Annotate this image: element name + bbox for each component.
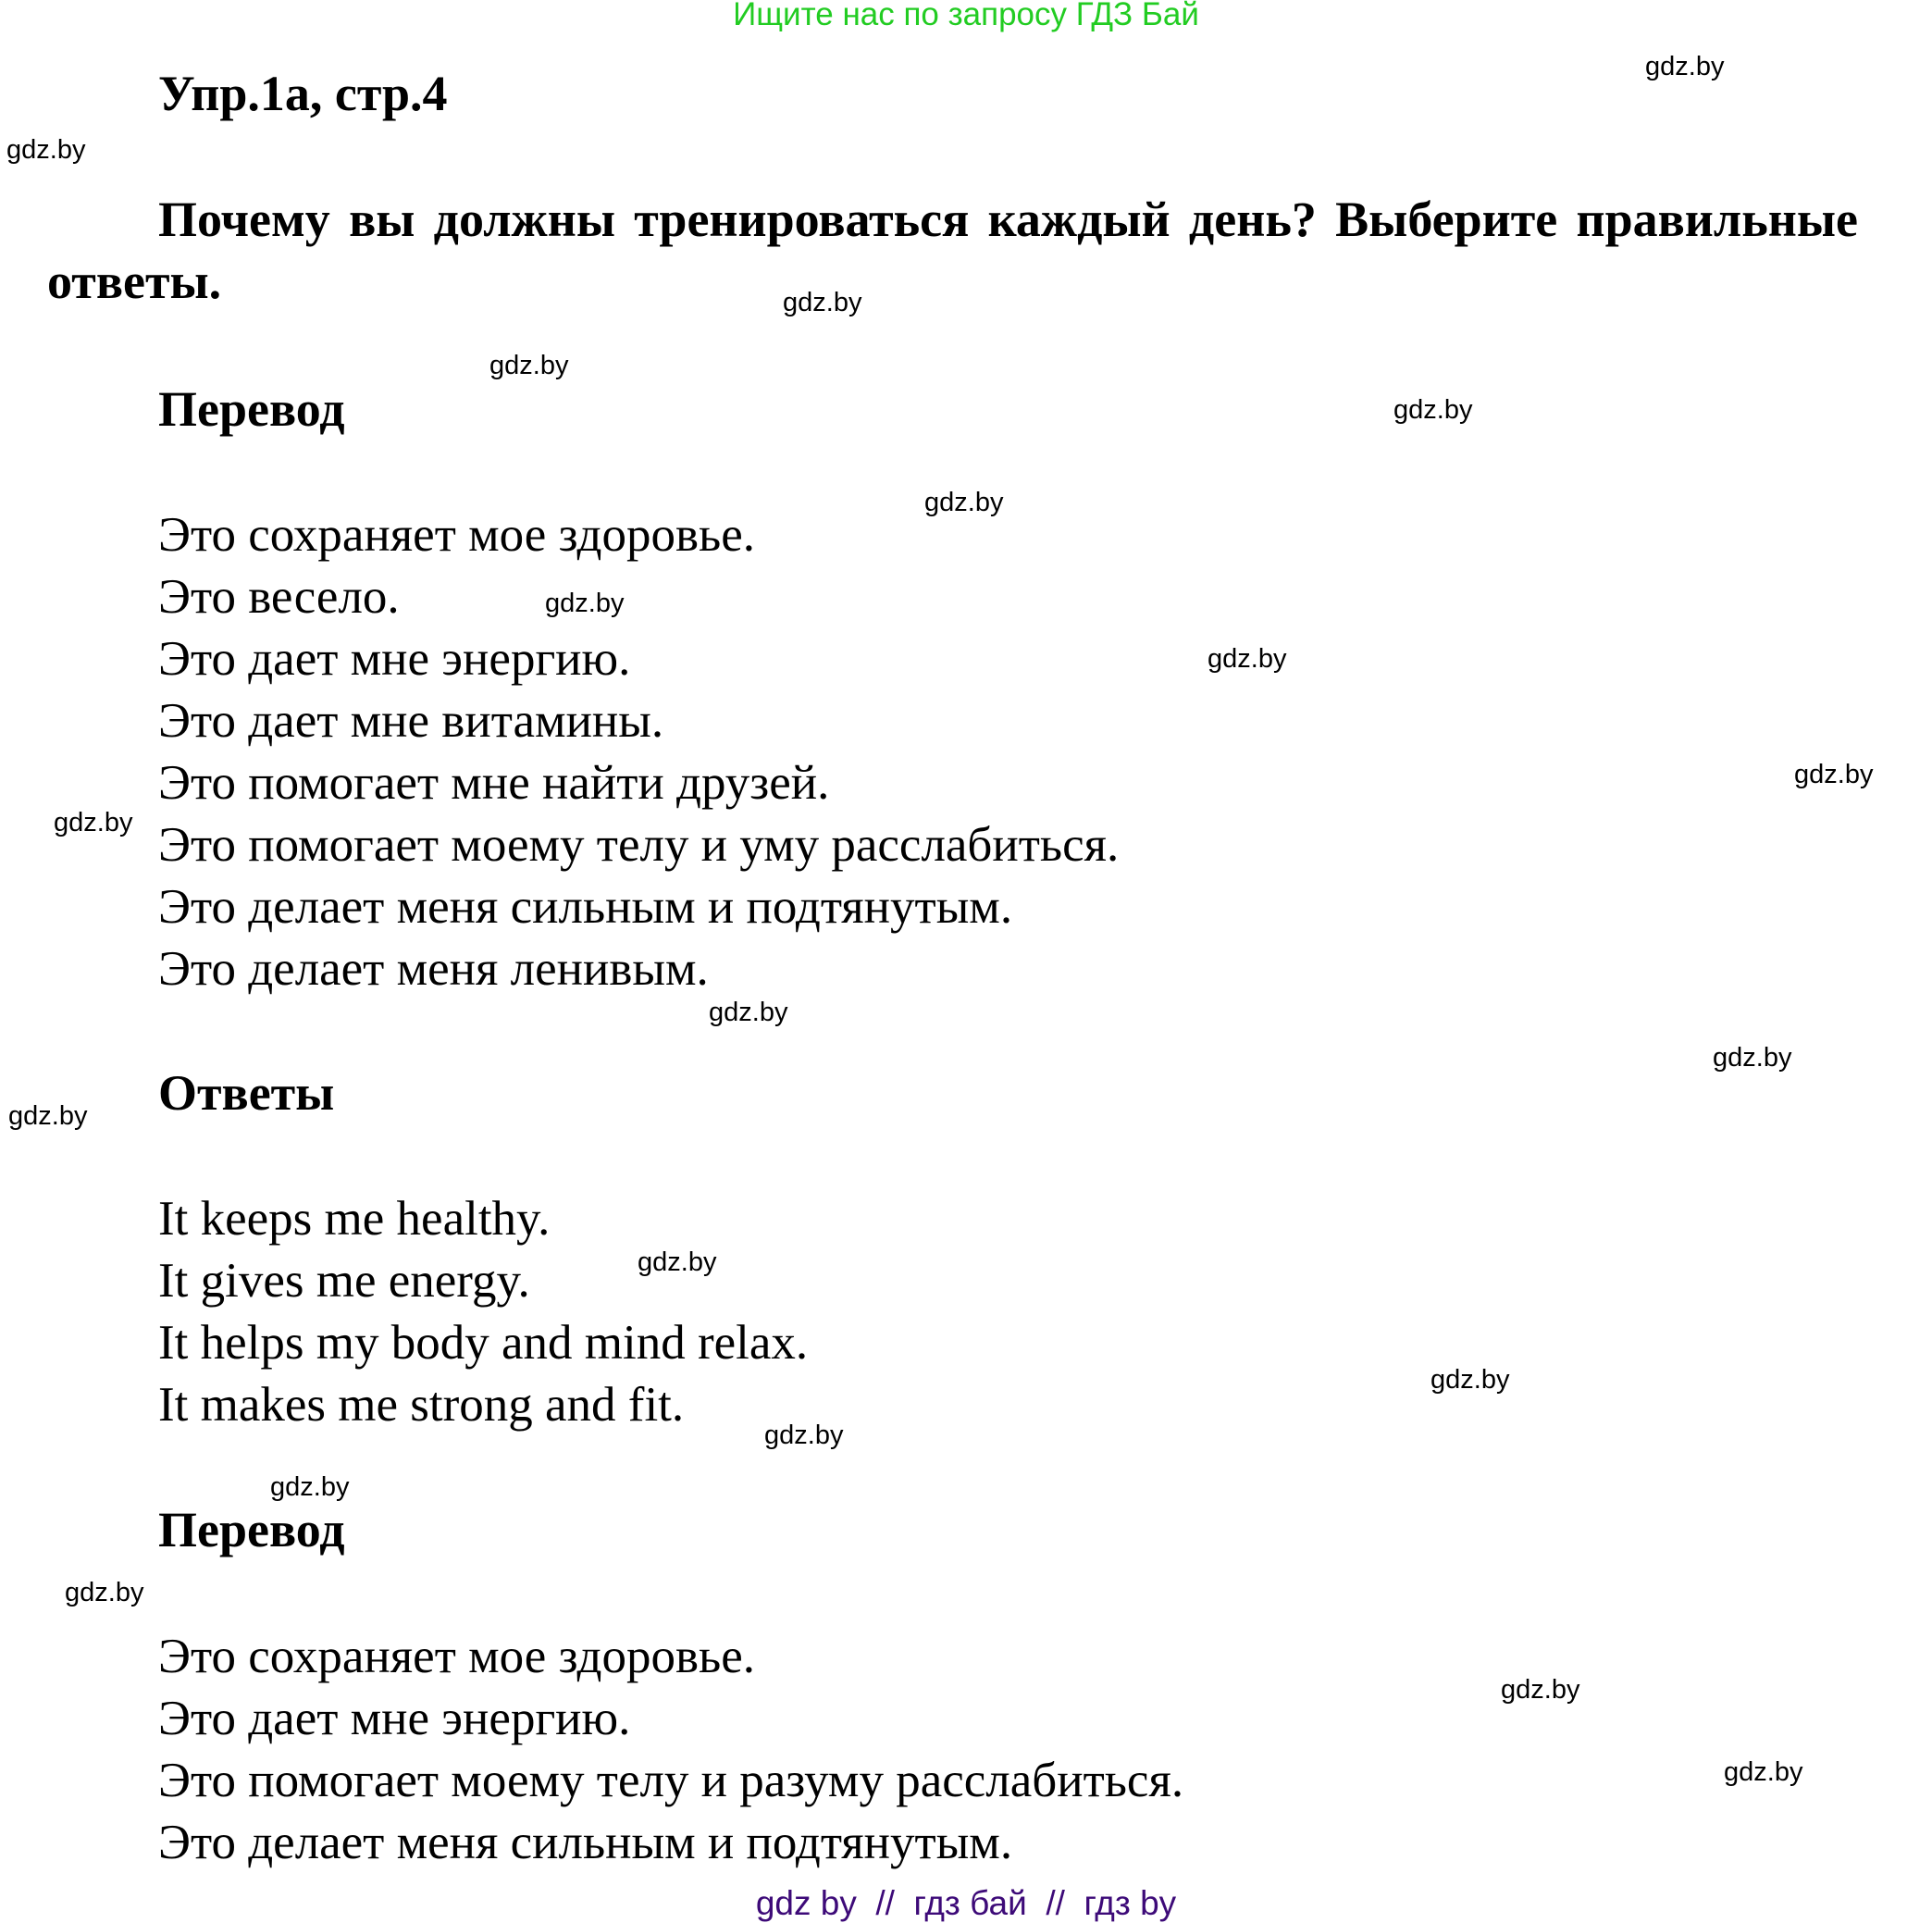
search-banner[interactable]: Ищите нас по запросу ГДЗ Бай bbox=[733, 0, 1199, 32]
list-item: Это дает мне витамины. bbox=[158, 694, 664, 748]
list-item: Это весело. bbox=[158, 570, 400, 624]
answers-list bbox=[158, 1188, 808, 1436]
list-item: Это дает мне энергию. bbox=[158, 1692, 631, 1745]
watermark: gdz.by bbox=[1724, 1757, 1803, 1787]
list-item: It keeps me healthy. bbox=[158, 1192, 551, 1246]
watermark: gdz.by bbox=[638, 1247, 717, 1277]
translation-list bbox=[158, 504, 1119, 1000]
list-item: Это сохраняет мое здоровье. bbox=[158, 508, 755, 562]
list-item: Это делает меня сильным и подтянутым. bbox=[158, 1816, 1013, 1869]
watermark: gdz.by bbox=[1393, 395, 1473, 425]
watermark: gdz.by bbox=[489, 351, 569, 380]
watermark: gdz.by bbox=[545, 589, 625, 618]
list-item: Это дает мне энергию. bbox=[158, 632, 631, 686]
list-item: Это делает меня сильным и подтянутым. bbox=[158, 880, 1013, 934]
watermark: gdz.by bbox=[1794, 760, 1874, 789]
footer-links[interactable]: gdz by // гдз бай // гдз by bbox=[755, 1884, 1177, 1922]
exercise-question: Почему вы должны тренироваться каждый день? Выберите правильные ответы. bbox=[47, 192, 1858, 309]
watermark: gdz.by bbox=[65, 1578, 144, 1607]
watermark: gdz.by bbox=[764, 1421, 844, 1450]
list-item: Это помогает моему телу и уму расслабиться. bbox=[158, 818, 1120, 872]
watermark: gdz.by bbox=[6, 135, 86, 165]
watermark: gdz.by bbox=[709, 998, 788, 1027]
answers-heading: Ответы bbox=[158, 1065, 335, 1121]
watermark: gdz.by bbox=[1713, 1043, 1792, 1073]
list-item: Это сохраняет мое здоровье. bbox=[158, 1630, 755, 1683]
watermark: gdz.by bbox=[54, 808, 133, 837]
watermark: gdz.by bbox=[1208, 644, 1287, 674]
answers-translation-heading: Перевод bbox=[158, 1502, 345, 1557]
list-item: Это делает меня ленивым. bbox=[158, 942, 709, 996]
watermark: gdz.by bbox=[1645, 52, 1725, 81]
watermark: gdz.by bbox=[783, 288, 862, 317]
translation-heading: Перевод bbox=[158, 381, 345, 437]
list-item: Это помогает моему телу и разуму расслабиться. bbox=[158, 1754, 1184, 1807]
list-item: It makes me strong and fit. bbox=[158, 1378, 685, 1432]
watermark: gdz.by bbox=[8, 1101, 88, 1131]
list-item: Это помогает мне найти друзей. bbox=[158, 756, 830, 810]
watermark: gdz.by bbox=[924, 488, 1004, 517]
watermark: gdz.by bbox=[1501, 1675, 1580, 1705]
watermark: gdz.by bbox=[1430, 1365, 1510, 1395]
watermark: gdz.by bbox=[270, 1472, 350, 1502]
list-item: It gives me energy. bbox=[158, 1254, 530, 1308]
exercise-title: Упр.1a, стр.4 bbox=[158, 66, 448, 121]
answers-translation-list bbox=[158, 1626, 1183, 1874]
list-item: It helps my body and mind relax. bbox=[158, 1316, 809, 1370]
